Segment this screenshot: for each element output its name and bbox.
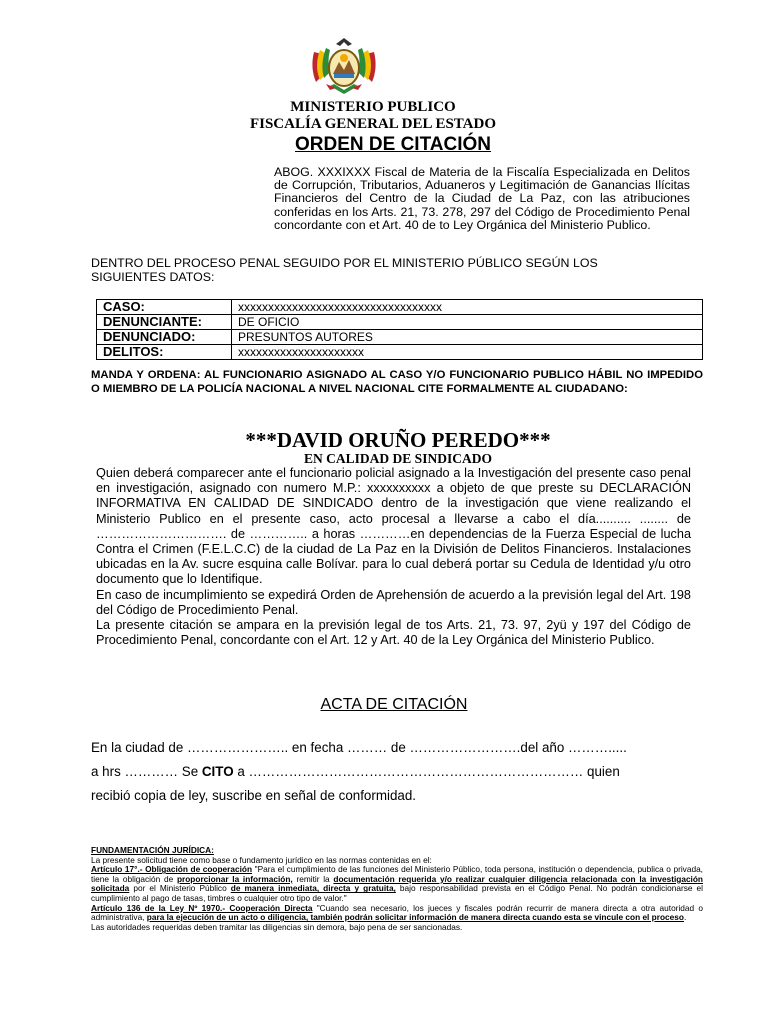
art17-text: "Para el cumplimiento de las funciones del Ministerio Público, toda persona, institución o dependencia, publica o privada, tiene la obligación de [91, 864, 703, 884]
citation-body [96, 466, 691, 648]
acta-line-conformidad: recibió copia de ley, suscribe en señal de conformidad. [91, 788, 417, 803]
denunciante-label: DENUNCIANTE: [97, 315, 232, 330]
cito-word: CITO [201, 764, 234, 779]
body-paragraph-aprehension: En caso de incumplimiento se expedirá Orden de Aprehensión de acuerdo a la previsión legal del Art. 198 del Código de Procedimiento Penal. [96, 587, 691, 617]
articulo-136 [91, 904, 703, 923]
acta-quien-text: a ………………………………………………………………… quien [233, 764, 620, 779]
fundamentacion-cierre: Las autoridades requeridas deben tramitar las diligencias sin demora, bajo pena de ser sancionadas. [91, 921, 463, 932]
caso-value: xxxxxxxxxxxxxxxxxxxxxxxxxxxxxxxxxx [232, 300, 703, 315]
acta-line-fecha: En la ciudad de ………………….. en fecha ……… de …………………….del año ………..... [91, 740, 627, 755]
art136-text: "Cuando sea necesario, los jueces y fiscales podrán recurrir de manera directa a otra autoridad o administrativa, [91, 902, 703, 923]
delitos-value: xxxxxxxxxxxxxxxxxxxxx [232, 345, 703, 360]
fiscalia-heading: FISCALÍA GENERAL DEL ESTADO [249, 116, 497, 132]
acta-hrs-text: a hrs ………… Se [91, 764, 202, 779]
proceso-intro: DENTRO DEL PROCESO PENAL SEGUIDO POR EL MINISTERIO PÚBLICO SEGÚN LOS SIGUIENTES DATOS: [91, 256, 598, 284]
case-data-table [96, 299, 703, 360]
table-row [97, 315, 703, 330]
table-row [97, 330, 703, 345]
body-paragraph-legal: La presente citación se ampara en la previsión legal de tos Arts. 21, 73. 97, 2yü y 197 del Código de Procedimiento Penal, concordante con el Art. 12 y Art. 40 de la Ley Orgánica del Ministerio Publico. [96, 618, 691, 648]
art136-text: . [683, 912, 687, 923]
caso-label: CASO: [97, 300, 232, 315]
table-row [97, 345, 703, 360]
fiscal-paragraph: ABOG. XXXIXXX Fiscal de Materia de la Fiscalía Especializada en Delitos de Corrupción, Tributarios, Aduaneros y Legitimación de Ganancias Ilícitas Financieros del Centro de la Ciudad de La Paz, con las atribuciones conferidas en los Arts. 21, 73. 278, 297 del Código de Procedimiento Penal concordante con et Art. 40 de to Ley Orgánica del Ministerio Publico. [274, 165, 690, 232]
art17-text: por el Ministerio Público [129, 883, 231, 894]
art17-emphasis: proporcionar la información, [176, 873, 293, 884]
art136-label: Artículo 136 de la Ley Nº 1970.- Cooperación Directa [91, 902, 313, 913]
art17-text: remitir la [292, 873, 334, 884]
fundamentacion-juridica [91, 846, 703, 932]
art136-emphasis: para la ejecución de un acto o diligencia, también podrán solicitar información de manera directa cuando esta se vincule con el proceso [146, 912, 684, 923]
fundamentacion-intro: La presente solicitud tiene como base o fundamento jurídico en las normas contenidas en el: [91, 854, 432, 865]
acta-title: ACTA DE CITACIÓN [320, 696, 468, 713]
denunciante-value: DE OFICIO [232, 315, 703, 330]
articulo-17 [91, 865, 703, 903]
manda-ordena-paragraph: MANDA Y ORDENA: AL FUNCIONARIO ASIGNADO AL CASO Y/O FUNCIONARIO PUBLICO HÁBIL NO IMPEDIDO O MIEMBRO DE LA POLICÍA NACIONAL A NIVEL NACIONAL CITE FORMALMENTE AL CIUDADANO: [91, 369, 703, 395]
table-row [97, 300, 703, 315]
art17-text: bajo responsabilidad prevista en el Código Penal. No podrán condicionarse el cumplimiento al pago de tasas, timbres o cualquier otro tipo de valor." [91, 883, 704, 903]
delitos-label: DELITOS: [97, 345, 232, 360]
art17-label: Artículo 17°.- Obligación de cooperación [91, 864, 253, 875]
document-title: ORDEN DE CITACIÓN [295, 134, 491, 155]
fundamentacion-title: FUNDAMENTACIÓN JURÍDICA: [91, 845, 214, 855]
calidad-sindicado: EN CALIDAD DE SINDICADO [304, 451, 492, 466]
art17-emphasis: documentación requerida y/o realizar cualquier diligencia relacionada con la investigación solicitada [91, 873, 704, 894]
body-paragraph-comparecer: Quien deberá comparecer ante el funcionario policial asignado a la Investigación del presente caso penal en investigación, asignado con numero M.P.: xxxxxxxxxx a objeto de que preste su DECLARACIÓN INFORMATIVA EN CALIDAD DE SINDICADO dentro de la investigación que viene realizando el Ministerio Publico en el presente caso, acto procesal a llevarse a cabo el día.......... ........ de …………………………. de ………….. a horas …………en dependencias de la Fuerza Especial de lucha Contra el Crimen (F.E.L.C.C) de la ciudad de La Paz en la División de Delitos Financieros. Instalaciones ubicadas en la Av. sucre esquina calle Bolívar. para lo cual deberá portar su Cedula de Identidad y/u otro documento que lo Identifique. [96, 466, 691, 587]
ministerio-heading: MINISTERIO PUBLICO [290, 99, 456, 115]
bolivia-coat-of-arms-logo [306, 34, 382, 102]
citado-name: ***DAVID ORUÑO PEREDO*** [245, 428, 551, 452]
denunciado-label: DENUNCIADO: [97, 330, 232, 345]
art17-emphasis: de manera inmediata, directa y gratuita, [230, 883, 396, 894]
acta-line-cito [91, 764, 706, 779]
denunciado-value: PRESUNTOS AUTORES [232, 330, 703, 345]
